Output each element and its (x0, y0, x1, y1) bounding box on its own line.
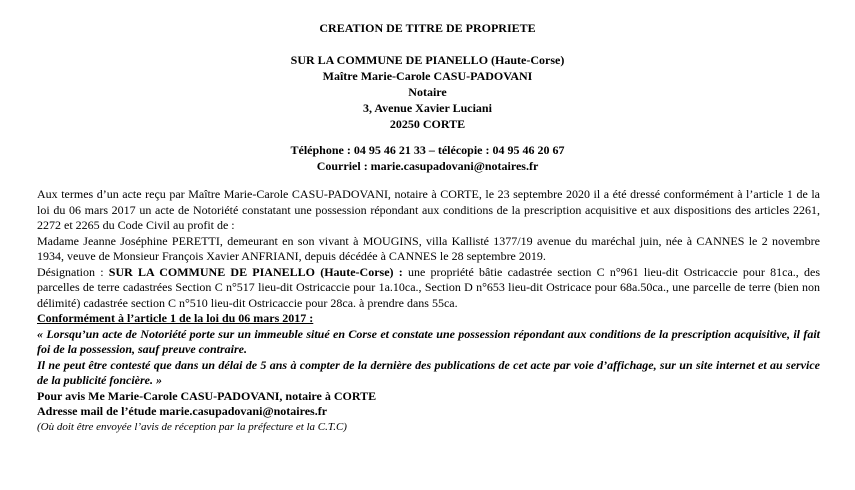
notary-street: 3, Avenue Xavier Luciani (363, 101, 492, 115)
document-title: CREATION DE TITRE DE PROPRIETE (319, 21, 536, 35)
closing-line: Pour avis Me Marie-Carole CASU-PADOVANI, notaire à CORTE (37, 388, 377, 403)
notary-city: 20250 CORTE (389, 117, 466, 131)
paragraph-designation (37, 265, 820, 312)
law-quote-2: Il ne peut être contesté que dans un délai de 5 ans à compter de la dernière des publications de cet acte par voie d’affichage, sur un site internet et au service de la publicité foncière. » (37, 357, 820, 387)
paragraph-beneficiary: Madame Jeanne Joséphine PERETTI, demeurant en son vivant à MOUGINS, villa Kallisté 1377/19 avenue du maréchal juin, née à CANNES le 2 novembre 1934, veuve de Monsieur François Xavier ANFRIANI, depuis décédée à CANNES le 28 septembre 2019. (37, 233, 820, 263)
notary-role: Notaire (408, 85, 447, 99)
study-email-line: Adresse mail de l’étude marie.casupadovani@notaires.fr (37, 404, 328, 418)
conformity-heading: Conformément à l’article 1 de la loi du 06 mars 2017 : (37, 311, 314, 325)
designation-label: Désignation : (37, 264, 104, 279)
notary-name: Maître Marie-Carole CASU-PADOVANI (322, 69, 533, 83)
designation-commune: SUR LA COMMUNE DE PIANELLO (Haute-Corse) : (108, 264, 403, 279)
reception-note: (Où doit être envoyée l’avis de réception par la préfecture et la C.T.C) (37, 420, 347, 433)
paragraph-act: Aux termes d’un acte reçu par Maître Marie-Carole CASU-PADOVANI, notaire à CORTE, le 23 septembre 2020 il a été dressé conformément à l’article 1 de la loi du 06 mars 2017 un acte de Notoriété constatant une possession répondant aux conditions de la prescription acquisitive et aux dispositions des articles 2261, 2272 et 2265 du Code Civil au profit de : (37, 187, 820, 232)
notice-body (37, 187, 820, 435)
law-quote-1: « Lorsqu’un acte de Notoriété porte sur un immeuble situé en Corse et constate une possession répondant aux conditions de la prescription acquisitive, il fait foi de la possession, sauf preuve contraire. (37, 326, 820, 356)
commune-heading: SUR LA COMMUNE DE PIANELLO (Haute-Corse) (290, 53, 565, 67)
email-line: Courriel : marie.casupadovani@notaires.fr (316, 159, 539, 173)
phone-line: Téléphone : 04 95 46 21 33 – télécopie : 04 95 46 20 67 (290, 143, 565, 157)
designation-text: une propriété bâtie cadastrée section C n°961 lieu-dit Ostricaccie pour 81ca., des parcelles de terre cadastrées Section C n°517 lieu-dit Ostricaccie pour 1a.10ca., Section D n°653 lieu-dit Ostricace pour 68a.50ca., une parcelle de terre (bien non délimité) cadastrée section C n°510 lieu-dit Ostricaccie pour 28ca. à prendre dans 55ca. (37, 264, 821, 310)
